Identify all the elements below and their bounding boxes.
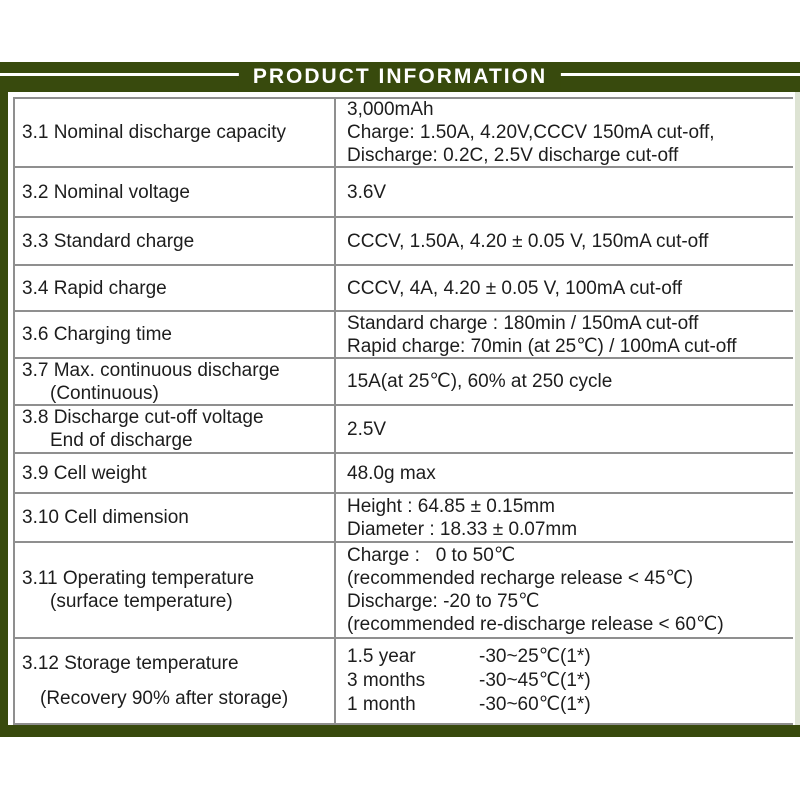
page-title: PRODUCT INFORMATION <box>239 64 561 90</box>
storage-period: 1.5 year <box>347 646 416 667</box>
spec-value-line: 3.6V <box>347 181 387 203</box>
table-row-standard-charge <box>15 218 793 266</box>
spec-value-line: Charge : 0 to 50℃ <box>347 545 516 566</box>
spec-value-line: (recommended recharge release < 45℃) <box>347 568 694 589</box>
table-row-operating-temperature <box>15 543 793 639</box>
spec-label: 3.6 Charging time <box>22 324 172 345</box>
spec-label-cell <box>15 639 336 723</box>
table-row-cell-dimension <box>15 494 793 543</box>
spec-value-line: (recommended re-discharge release < 60℃) <box>347 614 724 635</box>
spec-value-cell <box>336 312 793 357</box>
spec-label-cell <box>15 168 336 216</box>
spec-value-cell <box>336 99 793 166</box>
spec-value-cell <box>336 639 793 723</box>
spec-value-line: CCCV, 4A, 4.20 ± 0.05 V, 100mA cut-off <box>347 277 683 299</box>
spec-value-line: 2.5V <box>347 418 387 440</box>
table-row-discharge-cutoff-voltage <box>15 406 793 454</box>
product-information-header-band <box>0 62 800 92</box>
spec-value-line: CCCV, 1.50A, 4.20 ± 0.05 V, 150mA cut-off <box>347 230 709 252</box>
spec-label: 3.11 Operating temperature <box>22 568 255 589</box>
product-spec-table <box>13 97 793 725</box>
spec-value-line: Discharge: -20 to 75℃ <box>347 591 540 612</box>
table-row-nominal-voltage <box>15 168 793 218</box>
spec-label: 3.9 Cell weight <box>22 462 147 484</box>
spec-value-line: Diameter : 18.33 ± 0.07mm <box>347 518 578 540</box>
spec-label-cell <box>15 266 336 310</box>
table-row-charging-time <box>15 312 793 359</box>
spec-label-cell <box>15 406 336 452</box>
storage-temp-range: -30~45℃(1*) <box>479 670 591 691</box>
right-frame-stripe <box>795 92 800 737</box>
bottom-frame-band <box>0 725 800 737</box>
spec-label-cell <box>15 543 336 637</box>
spec-value-line: 3,000mAh <box>347 99 434 120</box>
spec-label-cell <box>15 218 336 264</box>
spec-value-cell <box>336 454 793 492</box>
table-row-cell-weight <box>15 454 793 494</box>
spec-label-sub: (Continuous) <box>50 382 159 404</box>
spec-label-cell <box>15 99 336 166</box>
storage-temp-pair <box>347 645 789 669</box>
spec-label: 3.1 Nominal discharge capacity <box>22 122 287 143</box>
spec-label-sub: End of discharge <box>50 430 193 451</box>
left-frame-stripe <box>0 92 8 737</box>
spec-label-sub: (Recovery 90% after storage) <box>40 688 289 709</box>
spec-label: 3.12 Storage temperature <box>22 653 239 674</box>
spec-value-cell <box>336 406 793 452</box>
spec-label: 3.2 Nominal voltage <box>22 181 190 203</box>
table-row-nominal-discharge-capacity <box>15 99 793 168</box>
table-row-max-continuous-discharge <box>15 359 793 406</box>
spec-value-line: Discharge: 0.2C, 2.5V discharge cut-off <box>347 145 679 166</box>
spec-value-cell <box>336 168 793 216</box>
spec-value-cell <box>336 359 793 404</box>
spec-label: 3.4 Rapid charge <box>22 277 167 299</box>
storage-period: 3 months <box>347 670 426 691</box>
spec-value-line: 48.0g max <box>347 462 436 484</box>
spec-label-cell <box>15 312 336 357</box>
table-row-rapid-charge <box>15 266 793 312</box>
spec-value-line: Rapid charge: 70min (at 25℃) / 100mA cut-off <box>347 335 737 357</box>
storage-period: 1 month <box>347 694 416 715</box>
storage-temp-range: -30~25℃(1*) <box>479 646 591 667</box>
spec-label: 3.8 Discharge cut-off voltage <box>22 407 264 428</box>
spec-value-cell <box>336 218 793 264</box>
spec-value-cell <box>336 543 793 637</box>
table-row-storage-temperature <box>15 639 793 723</box>
spec-label: 3.10 Cell dimension <box>22 507 189 528</box>
spec-label-cell <box>15 494 336 541</box>
spec-value-cell <box>336 266 793 310</box>
spec-value-line: 15A(at 25℃), 60% at 250 cycle <box>347 371 613 392</box>
spec-label: 3.7 Max. continuous discharge <box>22 359 280 381</box>
spec-value-line: Charge: 1.50A, 4.20V,CCCV 150mA cut-off, <box>347 122 715 143</box>
storage-temp-pair <box>347 693 789 717</box>
storage-temp-range: -30~60℃(1*) <box>479 694 591 715</box>
spec-label: 3.3 Standard charge <box>22 230 195 252</box>
spec-value-line: Height : 64.85 ± 0.15mm <box>347 495 555 517</box>
storage-temp-pair <box>347 669 789 693</box>
spec-label-cell <box>15 454 336 492</box>
spec-label-sub: (surface temperature) <box>50 591 233 612</box>
spec-value-cell <box>336 494 793 541</box>
spec-label-cell <box>15 359 336 404</box>
spec-value-line: Standard charge : 180min / 150mA cut-off <box>347 312 699 334</box>
